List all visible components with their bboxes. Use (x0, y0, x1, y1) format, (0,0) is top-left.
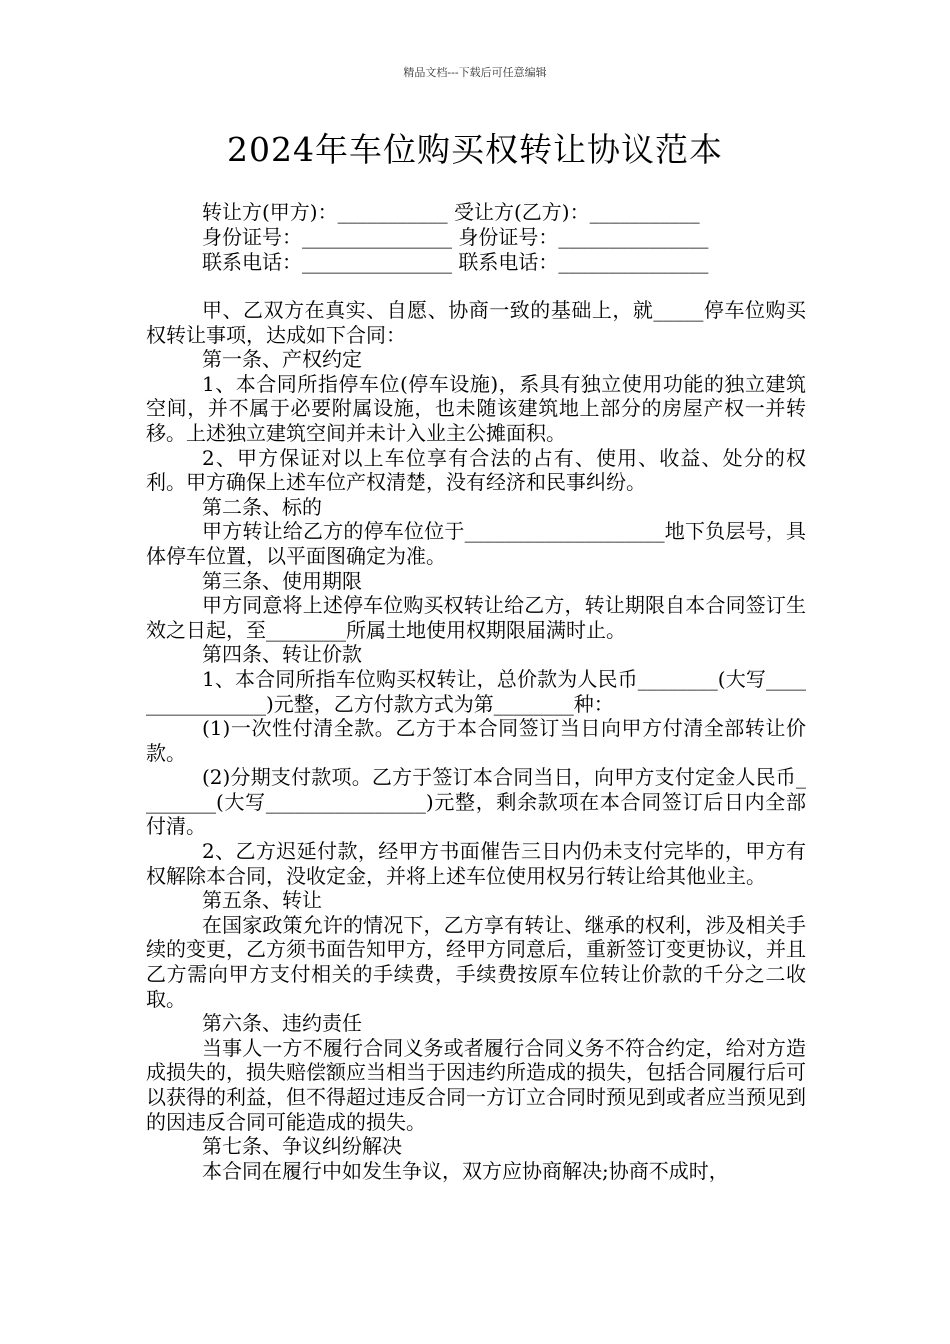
article-1-clause-2: 2、甲方保证对以上车位享有合法的占有、使用、收益、处分的权利。甲方确保上述车位产权清楚，没有经济和民事纠纷。 (146, 445, 806, 495)
article-1-heading: 第一条、产权约定 (202, 347, 362, 372)
intro-paragraph: 甲、乙双方在真实、自愿、协商一致的基础上，就_____停车位购买权转让事项，达成如下合同： (146, 298, 806, 347)
article-3-clause: 甲方同意将上述停车位购买权转让给乙方，转让期限自本合同签订生效之日起，至________所属土地使用权期限届满时止。 (146, 593, 806, 642)
article-3-heading: 第三条、使用期限 (202, 568, 362, 593)
article-4-clause-2: 2、乙方迟延付款，经甲方书面催告三日内仍未支付完毕的，甲方有权解除本合同，没收定金，并将上述车位使用权另行转让给其他业主。 (146, 839, 806, 888)
article-2-clause: 甲方转让给乙方的停车位位于____________________地下负层号，具体停车位置，以平面图确定为准。 (146, 519, 806, 568)
party-info-block (202, 200, 802, 275)
article-2-heading: 第二条、标的 (202, 494, 322, 519)
party-row-names: 转让方(甲方)：___________ 受让方(乙方)：___________ (202, 200, 700, 224)
article-6-clause: 当事人一方不履行合同义务或者履行合同义务不符合约定，给对方造成损失的，损失赔偿额应当相当于因违约所造成的损失，包括合同履行后可以获得的利益，但不得超过违反合同一方订立合同时预见到或者应当预见到的因违反合同可能造成的损失。 (146, 1035, 806, 1134)
article-4-option-2: (2)分期支付款项。乙方于签订本合同当日，向甲方支付定金人民币________(大写________________)元整，剩余款项在本合同签订后日内全部付清。 (146, 765, 806, 839)
header-note: 精品文档---下载后可任意编辑 (403, 66, 547, 79)
article-4-clause-1: 1、本合同所指车位购买权转让，总价款为人民币________(大写________________)元整，乙方付款方式为第________种： (146, 666, 806, 716)
article-6-heading: 第六条、违约责任 (202, 1011, 362, 1036)
article-7-clause: 本合同在履行中如发生争议，双方应协商解决;协商不成时， (202, 1158, 729, 1183)
contract-body (146, 298, 806, 1183)
article-7-heading: 第七条、争议纠纷解决 (202, 1134, 402, 1159)
party-row-id-numbers: 身份证号：_______________ 身份证号：_______________ (202, 225, 709, 249)
article-1-clause-1: 1、本合同所指停车位(停车设施)，系具有独立使用功能的独立建筑空间，并不属于必要附属设施，也未随该建筑地上部分的房屋产权一并转移。上述独立建筑空间并未计入业主公摊面积。 (146, 371, 806, 445)
article-4-option-1: (1)一次性付清全款。乙方于本合同签订当日向甲方付清全部转让价款。 (146, 716, 806, 765)
article-5-heading: 第五条、转让 (202, 888, 322, 913)
document-title: 2024年车位购买权转让协议范本 (227, 130, 723, 169)
article-4-heading: 第四条、转让价款 (202, 642, 362, 667)
party-row-phones: 联系电话：_______________ 联系电话：_______________ (202, 250, 709, 274)
article-5-clause: 在国家政策允许的情况下，乙方享有转让、继承的权利，涉及相关手续的变更，乙方须书面告知甲方，经甲方同意后，重新签订变更协议，并且乙方需向甲方支付相关的手续费，手续费按原车位转让价款的千分之二收取。 (146, 912, 806, 1011)
